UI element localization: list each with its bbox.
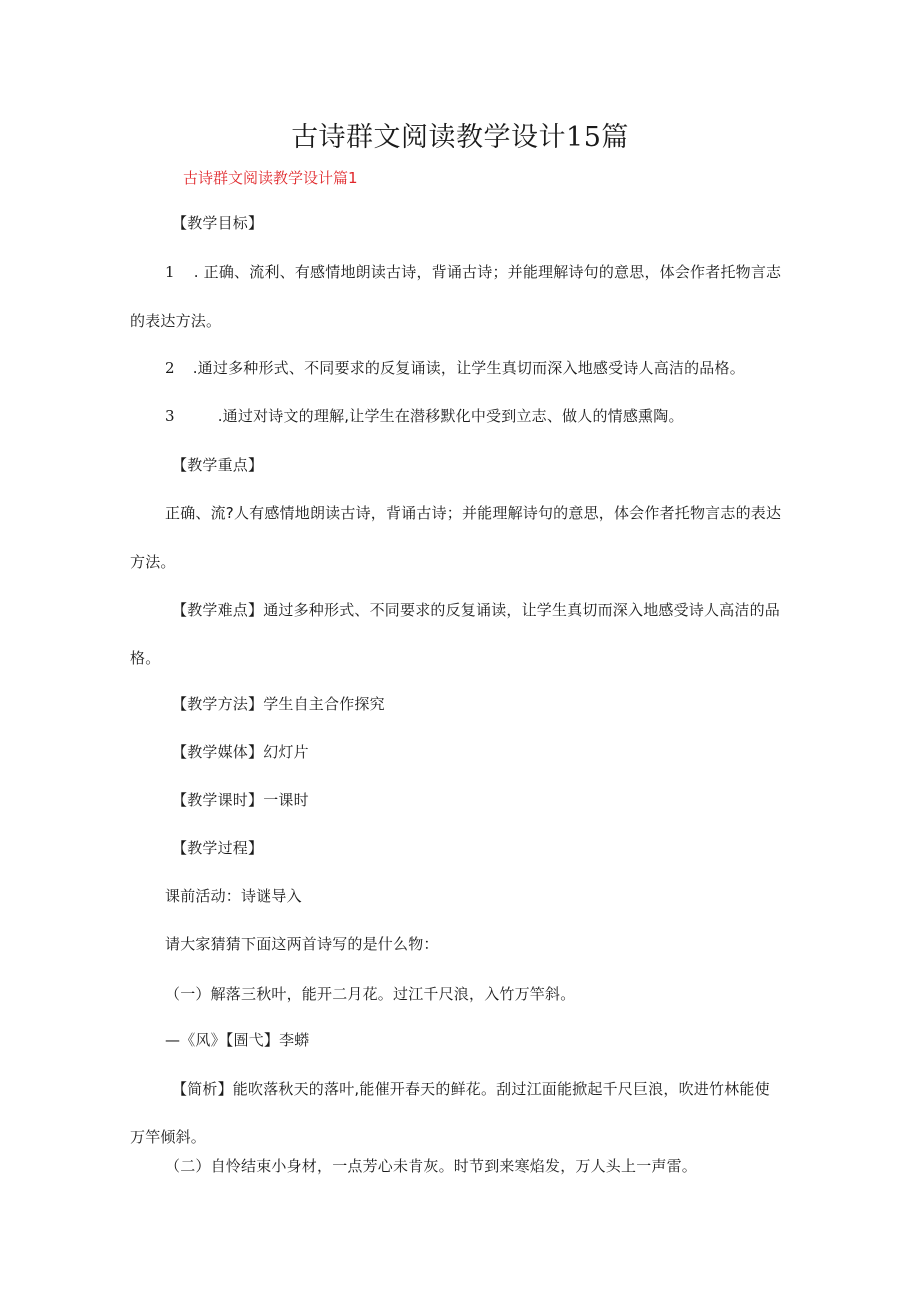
objective-2-number: 2 [165, 359, 175, 377]
poem-2: （二）自怜结束小身材，一点芳心未肯灰。时节到来寒焰发，万人头上一声雷。 [165, 1157, 698, 1175]
teaching-hours: 【教学课时】一课时 [172, 791, 309, 809]
poem-1: （一）解落三秋叶，能开二月花。过江千尺浪，入竹万竿斜。 [165, 985, 576, 1003]
poem-1-analysis-continued: 万竿倾斜。 [130, 1128, 207, 1146]
document-title: 古诗群文阅读教学设计15篇 [291, 122, 629, 153]
difficulty-continued: 格。 [130, 649, 161, 667]
pre-class-activity: 课前活动：诗谜导入 [165, 887, 302, 905]
poem-1-analysis: 【简析】能吹落秋天的落叶,能催开春天的鲜花。刮过江面能掀起千尺巨浪，吹进竹林能使 [172, 1080, 770, 1098]
objectives-heading: 【教学目标】 [172, 214, 264, 232]
difficulty-text: 【教学难点】通过多种形式、不同要求的反复诵读，让学生真切而深入地感受诗人高洁的品 [172, 601, 781, 619]
objective-3-number: 3 [165, 407, 175, 425]
objective-3-text: .通过对诗文的理解,让学生在潜移默化中受到立志、做人的情感熏陶。 [217, 407, 684, 425]
objective-3 [165, 406, 684, 426]
key-points-text: 正确、流?人有感情地朗读古诗，背诵古诗；并能理解诗句的意思，体会作者托物言志的表达 [165, 504, 782, 522]
process-heading: 【教学过程】 [172, 839, 264, 857]
poem-1-source: —《风》【圄弋】李蟒 [165, 1031, 310, 1049]
objective-1-continued: 的表达方法。 [130, 312, 222, 330]
objective-1 [165, 262, 781, 282]
guess-prompt: 请大家猜猜下面这两首诗写的是什么物： [165, 935, 439, 953]
objective-2-text: .通过多种形式、不同要求的反复诵读，让学生真切而深入地感受诗人高洁的品格。 [192, 359, 745, 377]
section-title: 古诗群文阅读教学设计篇1 [183, 169, 358, 187]
objective-1-number: 1 [165, 263, 175, 281]
teaching-method: 【教学方法】学生自主合作探究 [172, 695, 385, 713]
key-points-continued: 方法。 [130, 553, 176, 571]
teaching-media: 【教学媒体】幻灯片 [172, 743, 309, 761]
objective-2 [165, 358, 745, 378]
objective-1-text: . 正确、流利、有感情地朗读古诗，背诵古诗；并能理解诗句的意思，体会作者托物言志 [193, 263, 782, 281]
key-points-heading: 【教学重点】 [172, 456, 264, 474]
